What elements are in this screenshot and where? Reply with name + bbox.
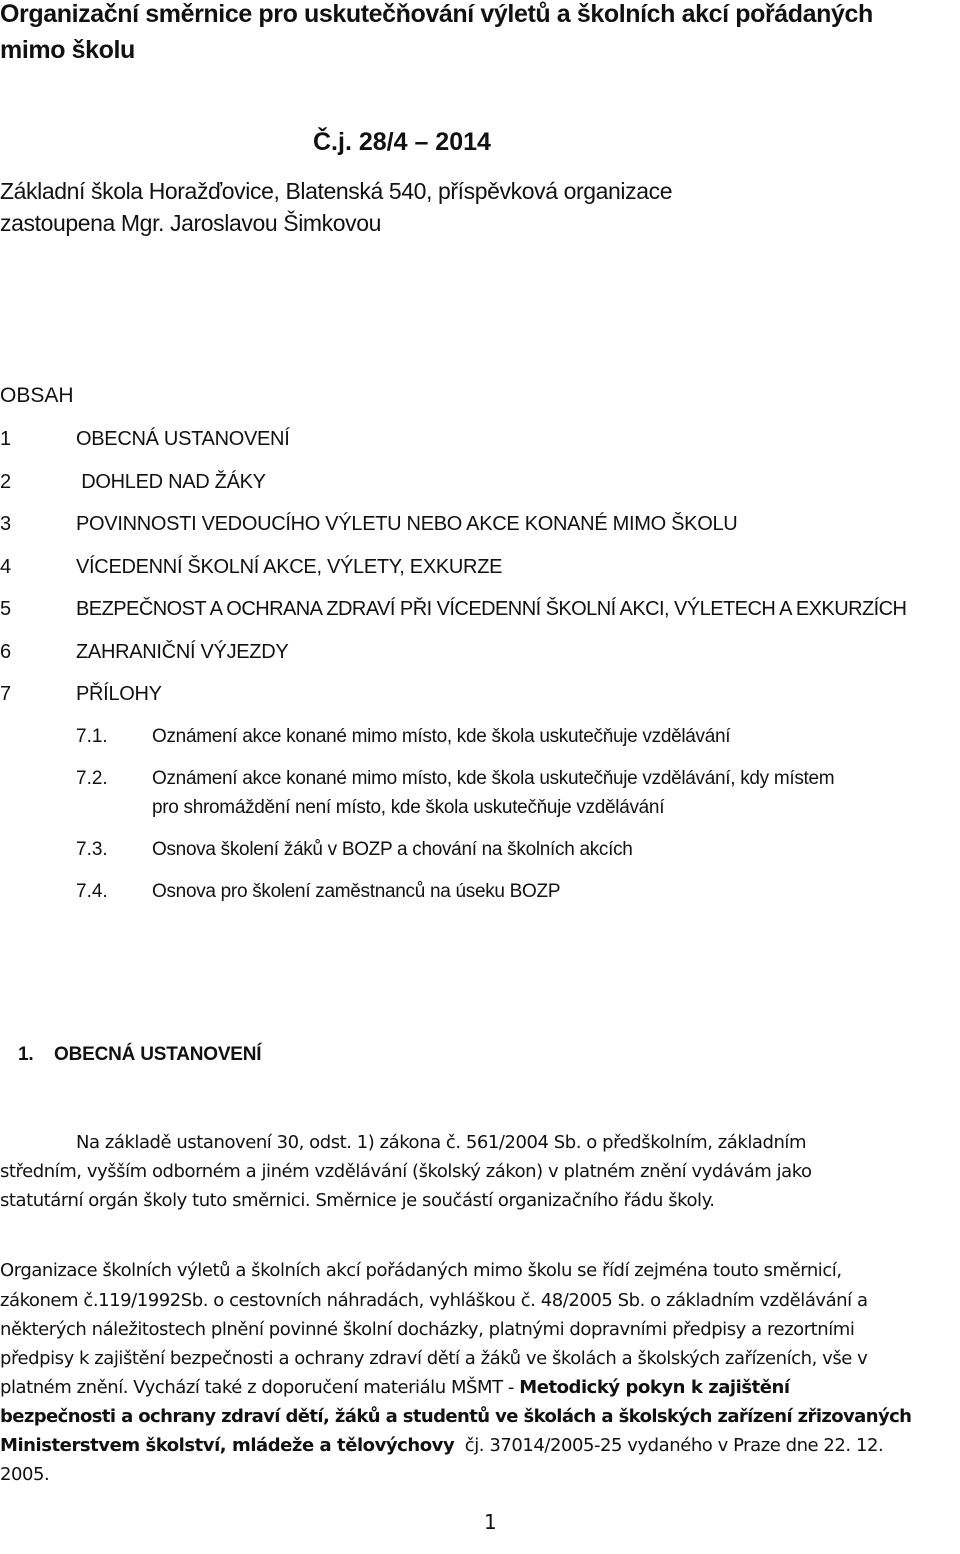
toc-item-label: PŘÍLOHY	[76, 683, 162, 705]
toc-item-label: BEZPEČNOST A OCHRANA ZDRAVÍ PŘI VÍCEDENNÍ ŠKOLNÍ AKCI, VÝLETECH A EXKURZÍCH	[76, 598, 907, 620]
paragraph-text: platném znění. Vychází také z doporučení materiálu MŠMT -	[0, 1377, 520, 1398]
toc-subitem-number: 7.4.	[76, 881, 108, 902]
toc-item-label: OBECNÁ USTANOVENÍ	[76, 428, 290, 450]
guideline-title: Metodický pokyn k zajištění	[519, 1377, 790, 1398]
paragraph-line	[0, 1435, 883, 1456]
guideline-title-continued: bezpečnosti a ochrany zdraví dětí, žáků a studentů ve školách a školských zařízení zřizovaných	[0, 1406, 912, 1427]
document-title-line-2: mimo školu	[0, 36, 135, 64]
section-number: 1.	[18, 1044, 34, 1065]
toc-subitem-number: 7.3.	[76, 839, 108, 860]
toc-heading: OBSAH	[0, 384, 74, 407]
paragraph-line: některých náležitostech plnění povinné školní docházky, platnými dopravními předpisy a rezortními	[0, 1319, 855, 1340]
section-title: OBECNÁ USTANOVENÍ	[54, 1044, 262, 1065]
toc-item-number: 7	[0, 683, 12, 705]
toc-item-label: DOHLED NAD ŽÁKY	[76, 471, 266, 493]
page-number: 1	[484, 1510, 497, 1534]
paragraph-text: čj. 37014/2005-25 vydaného v Praze dne 22. 12.	[454, 1435, 884, 1456]
toc-subitem-label: Oznámení akce konané mimo místo, kde škola uskutečňuje vzdělávání, kdy místem	[152, 768, 835, 789]
toc-item-number: 1	[0, 428, 12, 450]
paragraph-line: Organizace školních výletů a školních akcí pořádaných mimo školu se řídí zejména touto směrnicí,	[0, 1260, 842, 1281]
paragraph-line: středním, vyšším odborném a jiném vzdělávání (školský zákon) v platném znění vydávám jako	[0, 1161, 812, 1182]
paragraph-line	[0, 1377, 790, 1398]
toc-item-number: 3	[0, 513, 12, 535]
reference-number: Č.j. 28/4 – 2014	[313, 128, 491, 156]
toc-item-label: VÍCEDENNÍ ŠKOLNÍ AKCE, VÝLETY, EXKURZE	[76, 556, 503, 578]
toc-subitem-label: Oznámení akce konané mimo místo, kde škola uskutečňuje vzdělávání	[152, 726, 731, 747]
toc-item-number: 4	[0, 556, 12, 578]
toc-item-number: 5	[0, 598, 12, 620]
document-title-line-1: Organizační směrnice pro uskutečňování výletů a školních akcí pořádaných	[0, 0, 873, 28]
toc-item-label: POVINNOSTI VEDOUCÍHO VÝLETU NEBO AKCE KONANÉ MIMO ŠKOLU	[76, 513, 738, 535]
paragraph-line: zákonem č.119/1992Sb. o cestovních náhradách, vyhláškou č. 48/2005 Sb. o základním vzdělávání a	[0, 1290, 868, 1311]
section-heading	[18, 1044, 261, 1066]
toc-subitem-number: 7.2.	[76, 768, 108, 789]
paragraph-line: statutární orgán školy tuto směrnici. Směrnice je součástí organizačního řádu školy.	[0, 1190, 715, 1211]
organization-line-2: zastoupena Mgr. Jaroslavou Šimkovou	[0, 210, 382, 236]
paragraph-line: Na základě ustanovení 30, odst. 1) zákona č. 561/2004 Sb. o předškolním, základním	[76, 1132, 807, 1153]
toc-subitem-number: 7.1.	[76, 726, 108, 747]
toc-subitem-label: Osnova školení žáků v BOZP a chování na školních akcích	[152, 839, 633, 860]
toc-item-number: 2	[0, 471, 12, 493]
organization-line-1: Základní škola Horažďovice, Blatenská 540, příspěvková organizace	[0, 178, 673, 204]
toc-item-label: ZAHRANIČNÍ VÝJEZDY	[76, 641, 289, 663]
paragraph-line: 2005.	[0, 1464, 50, 1485]
toc-subitem-label-continued: pro shromáždění není místo, kde škola uskutečňuje vzdělávání	[152, 797, 665, 818]
guideline-title-end: Ministerstvem školství, mládeže a tělovýchovy	[0, 1435, 455, 1456]
toc-subitem-label: Osnova pro školení zaměstnanců na úseku BOZP	[152, 881, 561, 902]
toc-item-number: 6	[0, 641, 12, 663]
paragraph-line: předpisy k zajištění bezpečnosti a ochrany zdraví dětí a žáků ve školách a školských zařízeních, vše v	[0, 1348, 868, 1369]
